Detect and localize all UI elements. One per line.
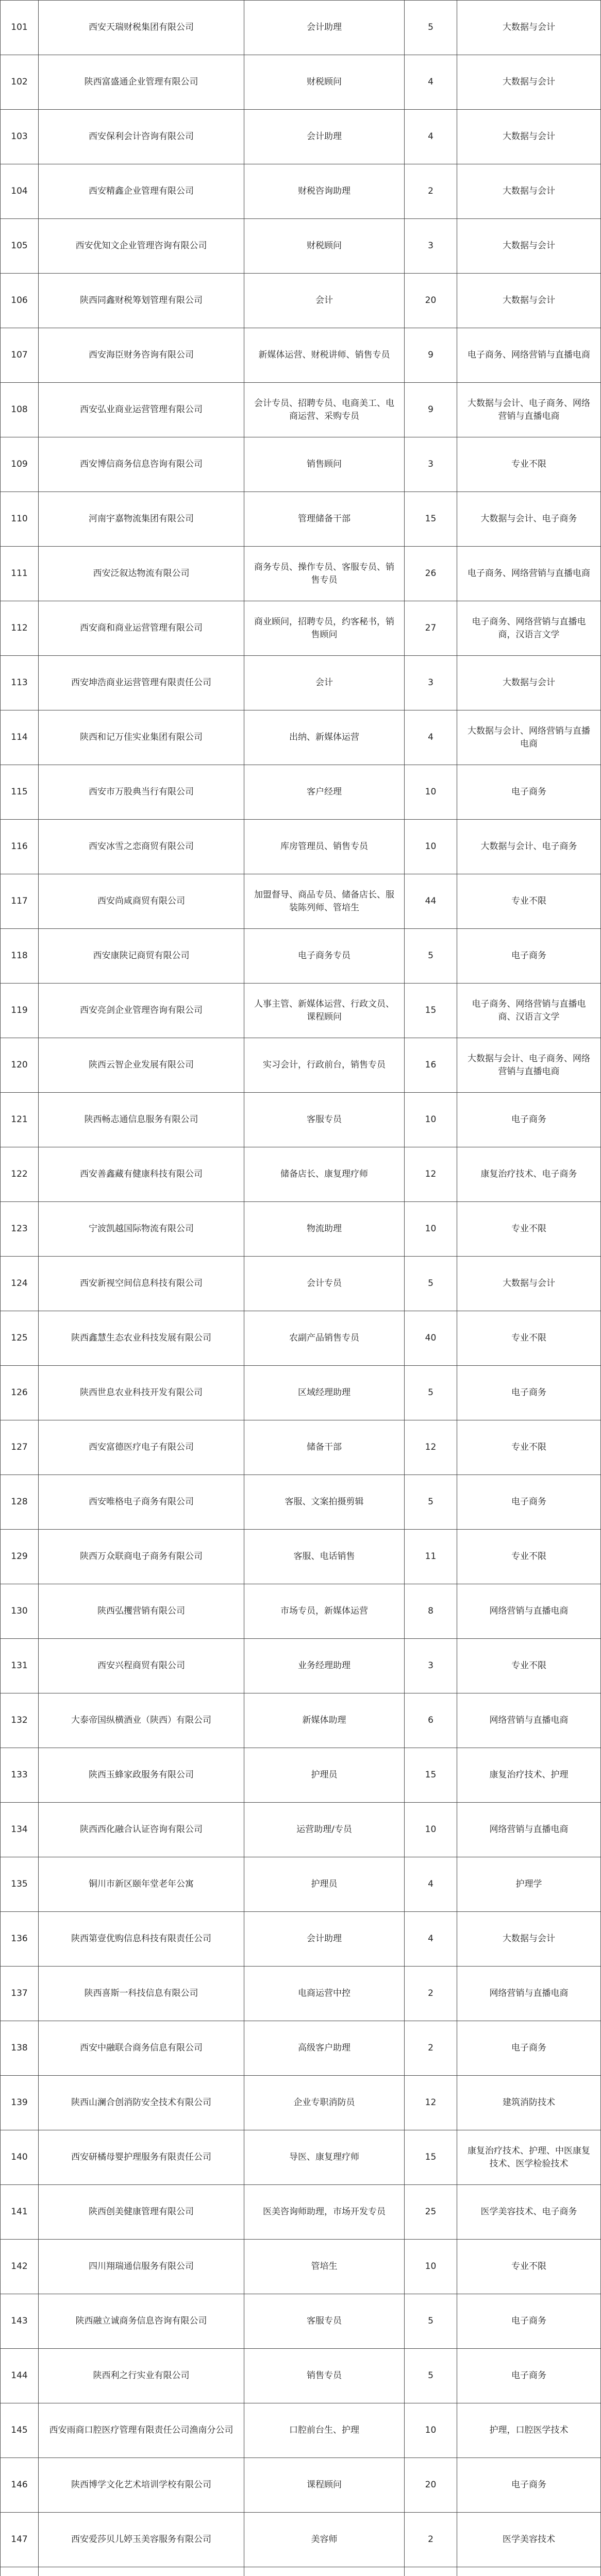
- job-position: 农副产品销售专员: [244, 1311, 405, 1366]
- hiring-count: 10: [405, 1803, 457, 1857]
- row-number: 128: [1, 1475, 39, 1530]
- row-number: 118: [1, 929, 39, 984]
- row-number: 137: [1, 1967, 39, 2021]
- required-major: 电子商务: [457, 765, 601, 820]
- company-name: 河南宇嘉物流集团有限公司: [39, 492, 244, 547]
- job-position: 客服、文案拍摄剪辑: [244, 1475, 405, 1530]
- table-row: [1, 2349, 601, 2403]
- required-major: 大数据与会计: [457, 1, 601, 55]
- hiring-count: 26: [405, 547, 457, 601]
- table-row: [1, 1748, 601, 1803]
- job-position: 销售专员: [244, 2349, 405, 2403]
- required-major: 电子商务: [457, 2458, 601, 2513]
- required-major: 专业不限: [457, 2240, 601, 2294]
- hiring-count: 16: [405, 1038, 457, 1093]
- table-row: [1, 1639, 601, 1693]
- table-row: [1, 2240, 601, 2294]
- row-number: 126: [1, 1366, 39, 1420]
- table-row: [1, 1038, 601, 1093]
- hiring-count: 5: [405, 1366, 457, 1420]
- hiring-count: 3: [405, 219, 457, 274]
- job-position: 储备干部: [244, 1420, 405, 1475]
- company-name: 陕西西化融合认证咨询有限公司: [39, 1803, 244, 1857]
- required-major: 医学美容技术、电子商务: [457, 2185, 601, 2240]
- job-position: 会计: [244, 656, 405, 710]
- required-major: 大数据与会计: [457, 55, 601, 110]
- company-name: 西安冰雪之恋商贸有限公司: [39, 820, 244, 874]
- hiring-count: 10: [405, 2403, 457, 2458]
- row-number: 116: [1, 820, 39, 874]
- company-name: 西安亮剑企业管理咨询有限公司: [39, 984, 244, 1038]
- job-position: 会计助理: [244, 1912, 405, 1967]
- company-name: 西安雨商口腔医疗管理有限责任公司渔南分公司: [39, 2403, 244, 2458]
- hiring-count: 2: [405, 164, 457, 219]
- company-name: 西安康陕记商贸有限公司: [39, 929, 244, 984]
- required-major: 网络营销与直播电商: [457, 1803, 601, 1857]
- hiring-count: 20: [405, 274, 457, 328]
- required-major: 护理，口腔医学技术: [457, 2403, 601, 2458]
- company-name: 铜川市新区颐年堂老年公寓: [39, 1857, 244, 1912]
- job-position: [244, 2567, 405, 2576]
- company-name: 陕西世息农业科技开发有限公司: [39, 1366, 244, 1420]
- company-name: 陕西同鑫财税筹划管理有限公司: [39, 274, 244, 328]
- company-name: 陕西玉蜂家政服务有限公司: [39, 1748, 244, 1803]
- row-number: 112: [1, 601, 39, 656]
- table-row: [1, 437, 601, 492]
- row-number: 132: [1, 1693, 39, 1748]
- hiring-count: [405, 2567, 457, 2576]
- required-major: 电子商务: [457, 929, 601, 984]
- company-name: 西安海臣财务咨询有限公司: [39, 328, 244, 383]
- required-major: 医学美容技术: [457, 2513, 601, 2567]
- row-number: 125: [1, 1311, 39, 1366]
- job-position: 业务经理助理: [244, 1639, 405, 1693]
- hiring-count: 5: [405, 1, 457, 55]
- company-name: 西安尚咸商贸有限公司: [39, 874, 244, 929]
- hiring-count: 12: [405, 2076, 457, 2130]
- company-name: 西安富德医疗电子有限公司: [39, 1420, 244, 1475]
- job-position: 财税顾问: [244, 219, 405, 274]
- job-position: 实习会计，行政前台，销售专员: [244, 1038, 405, 1093]
- job-position: 新媒体运营、财税讲师、销售专员: [244, 328, 405, 383]
- company-name: 西安市万股典当行有限公司: [39, 765, 244, 820]
- required-major: 大数据与会计: [457, 656, 601, 710]
- required-major: 电子商务: [457, 1366, 601, 1420]
- job-position: 财税咨询助理: [244, 164, 405, 219]
- hiring-count: 10: [405, 1202, 457, 1257]
- hiring-count: 40: [405, 1311, 457, 1366]
- company-name: 陕西喜斯一科技信息有限公司: [39, 1967, 244, 2021]
- job-position: 管培生: [244, 2240, 405, 2294]
- table-row: [1, 219, 601, 274]
- company-name: 四川翔瑞通信服务有限公司: [39, 2240, 244, 2294]
- company-name: 陕西融立诚商务信息咨询有限公司: [39, 2294, 244, 2349]
- table-row: [1, 929, 601, 984]
- job-position: 运营助理/专员: [244, 1803, 405, 1857]
- table-row: [1, 1693, 601, 1748]
- job-position: 客服专员: [244, 2294, 405, 2349]
- required-major: 康复治疗技术、护理、中医康复技术、医学检验技术: [457, 2130, 601, 2185]
- table-row: [1, 984, 601, 1038]
- row-number: 123: [1, 1202, 39, 1257]
- hiring-count: 4: [405, 1912, 457, 1967]
- job-position: 客服、电话销售: [244, 1530, 405, 1584]
- row-number: 121: [1, 1093, 39, 1147]
- hiring-count: 12: [405, 1147, 457, 1202]
- required-major: 大数据与会计: [457, 219, 601, 274]
- job-position: 销售顾问: [244, 437, 405, 492]
- required-major: 电子商务、网络营销与直播电商: [457, 328, 601, 383]
- row-number: 102: [1, 55, 39, 110]
- table-row: [1, 1311, 601, 1366]
- hiring-count: 6: [405, 1693, 457, 1748]
- company-name: [39, 2567, 244, 2576]
- company-name: 陕西万众联商电子商务有限公司: [39, 1530, 244, 1584]
- hiring-count: 4: [405, 1857, 457, 1912]
- table-row: [1, 1257, 601, 1311]
- company-name: 陕西和记万佳实业集团有限公司: [39, 710, 244, 765]
- hiring-count: 4: [405, 55, 457, 110]
- table-row: [1, 274, 601, 328]
- table-row: [1, 1967, 601, 2021]
- row-number: 143: [1, 2294, 39, 2349]
- job-position: 管理储备干部: [244, 492, 405, 547]
- required-major: 康复治疗技术、电子商务: [457, 1147, 601, 1202]
- required-major: 专业不限: [457, 1202, 601, 1257]
- required-major: 专业不限: [457, 1311, 601, 1366]
- hiring-count: 12: [405, 1420, 457, 1475]
- hiring-count: 20: [405, 2458, 457, 2513]
- job-position: 会计助理: [244, 1, 405, 55]
- hiring-count: 11: [405, 1530, 457, 1584]
- company-name: 西安爱莎贝儿婷玉美容服务有限公司: [39, 2513, 244, 2567]
- required-major: 专业不限: [457, 874, 601, 929]
- company-name: 西安唯格电子商务有限公司: [39, 1475, 244, 1530]
- table-row: [1, 2294, 601, 2349]
- company-name: 西安优知文企业管理咨询有限公司: [39, 219, 244, 274]
- company-name: 宁波凯越国际物流有限公司: [39, 1202, 244, 1257]
- table-row: [1, 2403, 601, 2458]
- row-number: 105: [1, 219, 39, 274]
- table-row: [1, 1, 601, 55]
- company-name: 陕西利之行实业有限公司: [39, 2349, 244, 2403]
- company-name: 西安研橘母婴护理服务有限责任公司: [39, 2130, 244, 2185]
- job-position: 储备店长、康复理疗师: [244, 1147, 405, 1202]
- table-row: [1, 2185, 601, 2240]
- hiring-count: 3: [405, 1639, 457, 1693]
- row-number: 129: [1, 1530, 39, 1584]
- table-row: [1, 1420, 601, 1475]
- required-major: 护理学: [457, 1857, 601, 1912]
- table-row: [1, 656, 601, 710]
- job-table-body: [1, 1, 601, 2576]
- required-major: 专业不限: [457, 1420, 601, 1475]
- hiring-count: 5: [405, 2294, 457, 2349]
- job-position: 会计专员: [244, 1257, 405, 1311]
- row-number: 147: [1, 2513, 39, 2567]
- table-row: [1, 1912, 601, 1967]
- row-number: 122: [1, 1147, 39, 1202]
- row-number: 101: [1, 1, 39, 55]
- company-name: 西安新视空间信息科技有限公司: [39, 1257, 244, 1311]
- job-position: 库房管理员、销售专员: [244, 820, 405, 874]
- hiring-count: 4: [405, 110, 457, 164]
- job-position: 企业专职消防员: [244, 2076, 405, 2130]
- job-position: 电商运营中控: [244, 1967, 405, 2021]
- required-major: 大数据与会计: [457, 1257, 601, 1311]
- table-row: [1, 2130, 601, 2185]
- required-major: 电子商务: [457, 2021, 601, 2076]
- company-name: 陕西鑫慧生态农业科技发展有限公司: [39, 1311, 244, 1366]
- job-position: 会计专员、招聘专员、电商美工、电商运营、采购专员: [244, 383, 405, 437]
- table-row: [1, 55, 601, 110]
- job-position: 口腔前台生、护理: [244, 2403, 405, 2458]
- required-major: 大数据与会计: [457, 164, 601, 219]
- required-major: 电子商务、网络营销与直播电商，汉语言文学: [457, 601, 601, 656]
- hiring-count: 10: [405, 2240, 457, 2294]
- company-name: 西安弘业商业运营管理有限公司: [39, 383, 244, 437]
- row-number: 119: [1, 984, 39, 1038]
- hiring-count: 9: [405, 383, 457, 437]
- row-number: [1, 2567, 39, 2576]
- table-row: [1, 164, 601, 219]
- job-position: 出纳、新媒体运营: [244, 710, 405, 765]
- company-name: 大泰帝国纵横酒业（陕西）有限公司: [39, 1693, 244, 1748]
- row-number: 117: [1, 874, 39, 929]
- row-number: 114: [1, 710, 39, 765]
- job-position: 加盟督导、商品专员、储备店长、服装陈列师、管培生: [244, 874, 405, 929]
- required-major: 电子商务: [457, 1093, 601, 1147]
- hiring-count: 10: [405, 765, 457, 820]
- hiring-count: 10: [405, 820, 457, 874]
- job-position: 医美咨询师助理，市场开发专员: [244, 2185, 405, 2240]
- required-major: 电子商务: [457, 2349, 601, 2403]
- row-number: 106: [1, 274, 39, 328]
- hiring-count: 15: [405, 2130, 457, 2185]
- required-major: 大数据与会计: [457, 274, 601, 328]
- row-number: 107: [1, 328, 39, 383]
- job-position: 商业顾问，招聘专员，约客秘书，销售顾问: [244, 601, 405, 656]
- required-major: 电子商务: [457, 2294, 601, 2349]
- hiring-count: 27: [405, 601, 457, 656]
- row-number: 144: [1, 2349, 39, 2403]
- company-name: 西安善鑫藏有健康科技有限公司: [39, 1147, 244, 1202]
- job-position: 护理员: [244, 1857, 405, 1912]
- row-number: 115: [1, 765, 39, 820]
- table-row: [1, 1584, 601, 1639]
- job-position: 课程顾问: [244, 2458, 405, 2513]
- required-major: 网络营销与直播电商: [457, 1584, 601, 1639]
- hiring-count: 2: [405, 1967, 457, 2021]
- job-position: 新媒体助理: [244, 1693, 405, 1748]
- job-position: 会计助理: [244, 110, 405, 164]
- hiring-count: 5: [405, 2349, 457, 2403]
- hiring-count: 15: [405, 492, 457, 547]
- required-major: 大数据与会计、电子商务、网络营销与直播电商: [457, 1038, 601, 1093]
- company-name: 陕西博学文化艺术培训学校有限公司: [39, 2458, 244, 2513]
- row-number: 133: [1, 1748, 39, 1803]
- table-row: [1, 601, 601, 656]
- table-row: [1, 383, 601, 437]
- required-major: 大数据与会计、网络营销与直播电商: [457, 710, 601, 765]
- job-position: 高级客户助理: [244, 2021, 405, 2076]
- job-position: 市场专员，新媒体运营: [244, 1584, 405, 1639]
- row-number: 134: [1, 1803, 39, 1857]
- job-position: 护理员: [244, 1748, 405, 1803]
- row-number: 111: [1, 547, 39, 601]
- company-name: 陕西富盛通企业管理有限公司: [39, 55, 244, 110]
- row-number: 103: [1, 110, 39, 164]
- row-number: 141: [1, 2185, 39, 2240]
- hiring-count: 9: [405, 328, 457, 383]
- table-row: [1, 1803, 601, 1857]
- required-major: 康复治疗技术、护理: [457, 1748, 601, 1803]
- table-row: [1, 2021, 601, 2076]
- table-row: [1, 1093, 601, 1147]
- row-number: 131: [1, 1639, 39, 1693]
- job-position: 客户经理: [244, 765, 405, 820]
- table-row: [1, 110, 601, 164]
- hiring-count: 2: [405, 2513, 457, 2567]
- company-name: 陕西畅志通信息服务有限公司: [39, 1093, 244, 1147]
- row-number: 110: [1, 492, 39, 547]
- hiring-count: 8: [405, 1584, 457, 1639]
- job-position: 物流助理: [244, 1202, 405, 1257]
- required-major: 大数据与会计: [457, 110, 601, 164]
- row-number: 113: [1, 656, 39, 710]
- hiring-count: 25: [405, 2185, 457, 2240]
- company-name: 西安兴程商贸有限公司: [39, 1639, 244, 1693]
- company-name: 西安天瑞财税集团有限公司: [39, 1, 244, 55]
- table-row: [1, 547, 601, 601]
- row-number: 146: [1, 2458, 39, 2513]
- hiring-count: 3: [405, 437, 457, 492]
- row-number: 104: [1, 164, 39, 219]
- company-name: 陕西弘攫营销有限公司: [39, 1584, 244, 1639]
- table-row: [1, 710, 601, 765]
- row-number: 109: [1, 437, 39, 492]
- company-name: 西安精鑫企业管理有限公司: [39, 164, 244, 219]
- row-number: 130: [1, 1584, 39, 1639]
- job-position: 美容师: [244, 2513, 405, 2567]
- company-name: 陕西创美健康管理有限公司: [39, 2185, 244, 2240]
- required-major: 专业不限: [457, 1639, 601, 1693]
- table-row: [1, 1202, 601, 1257]
- hiring-count: 44: [405, 874, 457, 929]
- row-number: 139: [1, 2076, 39, 2130]
- hiring-count: 5: [405, 1475, 457, 1530]
- table-row: [1, 1857, 601, 1912]
- row-number: 138: [1, 2021, 39, 2076]
- table-row: [1, 328, 601, 383]
- hiring-count: 5: [405, 1257, 457, 1311]
- row-number: 127: [1, 1420, 39, 1475]
- hiring-count: 15: [405, 984, 457, 1038]
- required-major: 大数据与会计: [457, 1912, 601, 1967]
- job-position: 财税顾问: [244, 55, 405, 110]
- row-number: 140: [1, 2130, 39, 2185]
- row-number: 142: [1, 2240, 39, 2294]
- table-row: [1, 820, 601, 874]
- hiring-count: 3: [405, 656, 457, 710]
- required-major: 网络营销与直播电商: [457, 1693, 601, 1748]
- row-number: 135: [1, 1857, 39, 1912]
- job-position: 商务专员、操作专员、客服专员、销售专员: [244, 547, 405, 601]
- required-major: [457, 2567, 601, 2576]
- table-row: [1, 765, 601, 820]
- hiring-count: 10: [405, 1093, 457, 1147]
- table-row: [1, 2513, 601, 2567]
- hiring-count: 15: [405, 1748, 457, 1803]
- company-name: 西安泛叙达物流有限公司: [39, 547, 244, 601]
- table-row: [1, 2458, 601, 2513]
- company-name: 陕西山澜合创消防安全技术有限公司: [39, 2076, 244, 2130]
- job-position: 客服专员: [244, 1093, 405, 1147]
- row-number: 120: [1, 1038, 39, 1093]
- required-major: 电子商务: [457, 1475, 601, 1530]
- hiring-count: 2: [405, 2021, 457, 2076]
- job-position: 导医、康复理疗师: [244, 2130, 405, 2185]
- table-row: [1, 1147, 601, 1202]
- required-major: 网络营销与直播电商: [457, 1967, 601, 2021]
- table-row: [1, 874, 601, 929]
- hiring-count: 4: [405, 710, 457, 765]
- hiring-count: 5: [405, 929, 457, 984]
- company-name: 西安坤浩商业运营管理有限责任公司: [39, 656, 244, 710]
- company-name: 西安保利会计咨询有限公司: [39, 110, 244, 164]
- company-name: 西安博信商务信息咨询有限公司: [39, 437, 244, 492]
- job-position: 电子商务专员: [244, 929, 405, 984]
- company-name: 西安中融联合商务信息有限公司: [39, 2021, 244, 2076]
- table-row: [1, 1475, 601, 1530]
- row-number: 108: [1, 383, 39, 437]
- company-name: 西安商和商业运营管理有限公司: [39, 601, 244, 656]
- table-row: [1, 1366, 601, 1420]
- required-major: 大数据与会计、电子商务、网络营销与直播电商: [457, 383, 601, 437]
- required-major: 大数据与会计、电子商务: [457, 820, 601, 874]
- required-major: 电子商务、网络营销与直播电商: [457, 547, 601, 601]
- company-name: 陕西第壹优购信息科技有限责任公司: [39, 1912, 244, 1967]
- required-major: 电子商务、网络营销与直播电商、汉语言文学: [457, 984, 601, 1038]
- job-position: 区域经理助理: [244, 1366, 405, 1420]
- required-major: 建筑消防技术: [457, 2076, 601, 2130]
- row-number: 136: [1, 1912, 39, 1967]
- job-position: 会计: [244, 274, 405, 328]
- table-row: [1, 492, 601, 547]
- table-row: [1, 2076, 601, 2130]
- row-number: 145: [1, 2403, 39, 2458]
- company-name: 陕西云智企业发展有限公司: [39, 1038, 244, 1093]
- required-major: 专业不限: [457, 437, 601, 492]
- table-row: [1, 2567, 601, 2576]
- required-major: 专业不限: [457, 1530, 601, 1584]
- job-position: 人事主管、新媒体运营、行政文员、课程顾问: [244, 984, 405, 1038]
- required-major: 大数据与会计、电子商务: [457, 492, 601, 547]
- table-row: [1, 1530, 601, 1584]
- row-number: 124: [1, 1257, 39, 1311]
